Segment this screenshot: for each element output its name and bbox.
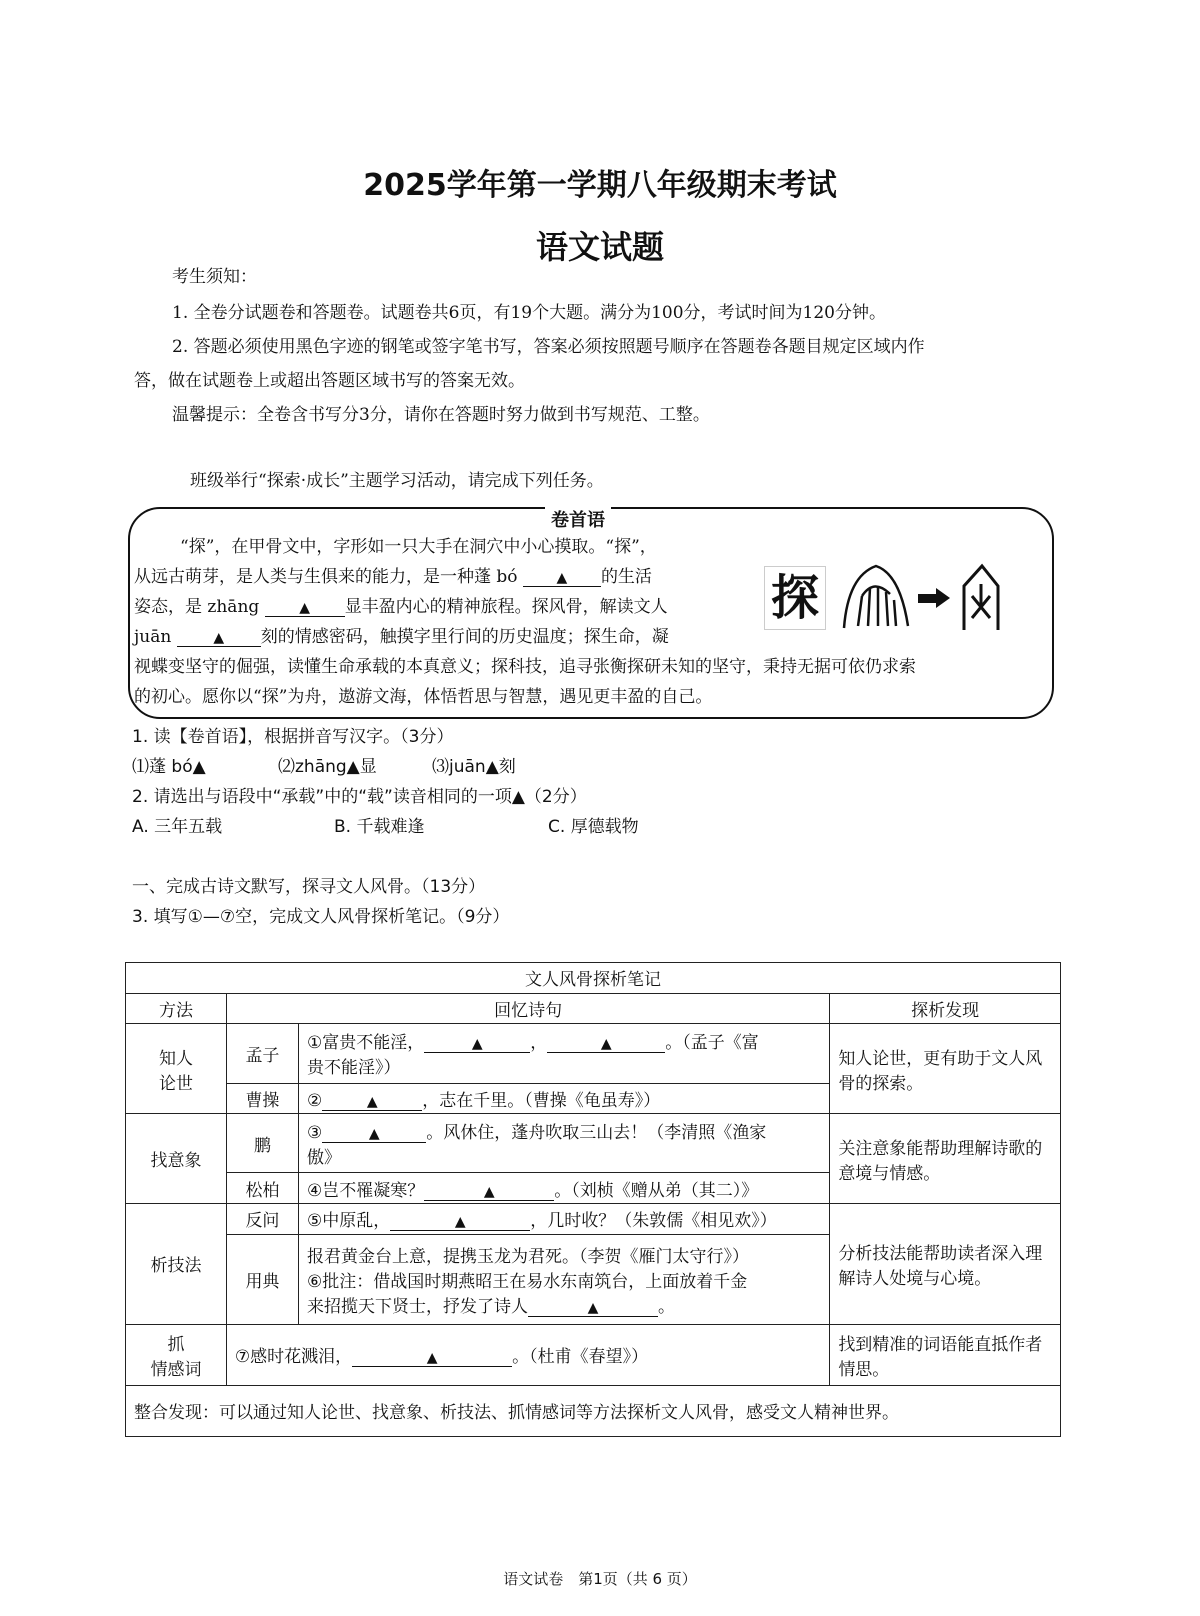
answer-blank — [322, 1092, 422, 1111]
recall-6-text-d: 。 — [657, 1296, 675, 1317]
q2-option-b: B. 千载难逢 — [334, 817, 425, 837]
preface-title: 卷首语 — [545, 506, 611, 532]
answer-blank — [390, 1212, 530, 1231]
header-recall: 回忆诗句 — [226, 993, 829, 1024]
question-3: 3. 填写①—⑦空，完成文人风骨探析笔记。（9分） — [132, 907, 510, 927]
preface-line-4b: 刻的情感密码，触摸字里行间的历史温度；探生命，凝 — [260, 627, 669, 647]
answer-blank — [547, 1034, 665, 1053]
triangle-icon: ▲ — [587, 1299, 599, 1316]
recall-2 — [298, 1083, 829, 1114]
recall-6-text-a: 报君黄金台上意，提携玉龙为君死。（李贺《雁门太守行》） — [306, 1246, 749, 1267]
sub-mencius: 孟子 — [226, 1024, 298, 1083]
triangle-icon: ▲ — [366, 1093, 378, 1110]
preface-line-2 — [134, 562, 652, 587]
preface-line-3a: 姿态，是 zhāng — [134, 597, 260, 617]
method-find-imagery: 找意象 — [126, 1114, 227, 1204]
preface-blank-2 — [265, 598, 345, 617]
oracle-glyph-icon — [964, 566, 998, 630]
answer-blank — [528, 1298, 658, 1317]
question-2: 2. 请选出与语段中“承载”中的“载”读音相同的一项▲（2分） — [132, 787, 587, 807]
activity-intro: 班级举行“探索·成长”主题学习活动，请完成下列任务。 — [190, 471, 604, 491]
page-footer: 语文试卷 第1页（共 6 页） — [503, 1570, 697, 1588]
header-method: 方法 — [126, 993, 227, 1024]
analysis-notes-table — [125, 962, 1061, 1437]
recall-7 — [226, 1324, 829, 1385]
answer-blank — [424, 1182, 554, 1201]
recall-5-text-a: ⑤中原乱， — [306, 1211, 391, 1232]
method-emotion-words — [126, 1324, 227, 1385]
triangle-icon: ▲ — [299, 600, 311, 616]
triangle-icon: ▲ — [454, 1214, 466, 1231]
notice-item-2b: 答，做在试题卷上或超出答题区域书写的答案无效。 — [134, 371, 525, 391]
recall-2-text-b: ，志在千里。（曹操《龟虽寿》） — [422, 1090, 661, 1111]
question-1 — [132, 722, 453, 747]
recall-1-text-b: ， — [530, 1033, 548, 1054]
recall-3-text-c: 傲》 — [306, 1148, 341, 1169]
finding-3: 分析技法能帮助读者深入理解诗人处境与心境。 — [830, 1204, 1061, 1325]
notice-tip: 温馨提示：全卷含书写分3分，请你在答题时努力做到书写规范、工整。 — [172, 405, 710, 425]
triangle-icon: ▲ — [426, 1350, 438, 1367]
sub-allusion: 用典 — [226, 1234, 298, 1324]
recall-3-text-b: 。风休住，蓬舟吹取三山去！（李清照《渔家 — [426, 1123, 767, 1144]
preface-blank-3 — [177, 628, 261, 647]
sub-roc: 鹏 — [226, 1114, 298, 1173]
recall-5 — [298, 1204, 829, 1235]
recall-6-text-c: 来招揽天下贤士，抒发了诗人 — [306, 1296, 528, 1317]
method-emotion-words-label-a: 抓 — [167, 1334, 185, 1355]
q2-option-c: C. 厚德载物 — [548, 817, 639, 837]
q1-option-2: ⑵zhāng▲显 — [278, 757, 377, 777]
recall-6 — [298, 1234, 829, 1324]
preface-line-1: “探”，在甲骨文中，字形如一只大手在洞穴中小心摸取。“探”， — [180, 537, 657, 557]
finding-4: 找到精准的词语能直抵作者情思。 — [830, 1324, 1061, 1385]
method-know-people-label: 知人 论世 — [158, 1048, 193, 1094]
answer-blank — [352, 1348, 512, 1367]
q1-option-3: ⑶juān▲刻 — [432, 757, 516, 777]
notice-heading: 考生须知： — [172, 267, 257, 287]
answer-blank — [322, 1124, 426, 1143]
recall-1-text-c: 。（孟子《富 — [665, 1033, 759, 1054]
recall-6-text-b: ⑥批注：借战国时期燕昭王在易水东南筑台，上面放着千金 — [306, 1271, 748, 1292]
recall-5-text-b: ，几时收？（朱敦儒《相见欢》） — [530, 1211, 777, 1232]
recall-1-text-a: ①富贵不能淫， — [306, 1033, 425, 1054]
notice-item-2a: 2. 答题必须使用黑色字迹的钢笔或签字笔书写，答案必须按照题号顺序在答题卷各题目规定区域内作 — [172, 337, 925, 357]
recall-1-text-d: 贵不能淫》） — [306, 1058, 401, 1079]
answer-blank — [424, 1034, 530, 1053]
preface-blank-1 — [523, 568, 601, 587]
preface-line-4 — [134, 622, 669, 647]
triangle-icon: ▲ — [471, 1036, 483, 1053]
preface-line-3b: 显丰盈内心的精神旅程。探风骨，解读文人 — [344, 597, 668, 617]
preface-line-3 — [134, 592, 668, 617]
sub-cao-cao: 曹操 — [226, 1083, 298, 1114]
recall-2-text-a: ② — [306, 1090, 323, 1111]
notice-item-1: 1. 全卷分试题卷和答题卷。试题卷共6页，有19个大题。满分为100分，考试时间为120分钟。 — [172, 303, 886, 323]
recall-4-text-b: 。（刘桢《赠从弟（其二）》 — [554, 1180, 759, 1201]
q1-option-1: ⑴蓬 bó▲ — [132, 757, 206, 777]
recall-3-text-a: ③ — [306, 1123, 323, 1144]
summary-row: 整合发现：可以通过知人论世、找意象、析技法、抓情感词等方法探析文人风骨，感受文人精神世界。 — [126, 1385, 1061, 1436]
table-title: 文人风骨探析笔记 — [126, 963, 1061, 994]
recall-3 — [298, 1114, 829, 1173]
recall-7-text-a: ⑦感时花溅泪， — [234, 1347, 353, 1368]
exam-title: 2025学年第一学期八年级期末考试 — [363, 168, 837, 203]
recall-1 — [298, 1024, 829, 1083]
method-know-people — [126, 1024, 227, 1114]
triangle-icon: ▲ — [483, 1183, 495, 1200]
method-emotion-words-label-b: 情感词 — [150, 1359, 202, 1380]
exam-subtitle: 语文试题 — [535, 228, 664, 266]
section-1-heading: 一、完成古诗文默写，探寻文人风骨。（13分） — [132, 877, 486, 897]
preface-line-2a: 从远古萌芽，是人类与生俱来的能力，是一种蓬 bó — [134, 567, 518, 587]
preface-line-4a: juān — [134, 627, 172, 647]
triangle-icon: ▲ — [600, 1036, 612, 1053]
sub-pine-cypress: 松柏 — [226, 1173, 298, 1204]
finding-1: 知人论世，更有助于文人风骨的探索。 — [830, 1024, 1061, 1114]
header-findings: 探析发现 — [830, 993, 1061, 1024]
sub-rhetorical-question: 反问 — [226, 1204, 298, 1235]
recall-7-text-b: 。（杜甫《春望》） — [512, 1347, 649, 1368]
finding-2: 关注意象能帮助理解诗歌的意境与情感。 — [830, 1114, 1061, 1204]
tan-character: 探 — [764, 566, 826, 630]
question-1-text: 1. 读【卷首语】，根据拼音写汉字。（3分） — [132, 727, 454, 747]
method-analyze-technique: 析技法 — [126, 1204, 227, 1325]
recall-4 — [298, 1173, 829, 1204]
triangle-icon: ▲ — [556, 570, 568, 586]
q2-option-a: A. 三年五载 — [132, 817, 223, 837]
recall-4-text-a: ④岂不罹凝寒？ — [306, 1180, 425, 1201]
triangle-icon: ▲ — [368, 1126, 380, 1143]
preface-line-6: 的初心。愿你以“探”为舟，遨游文海，体悟哲思与智慧，遇见更丰盈的自己。 — [134, 687, 713, 707]
oracle-bone-evolution-icon — [838, 556, 1018, 636]
triangle-icon: ▲ — [213, 630, 225, 646]
preface-line-5: 视蝶变坚守的倔强，读懂生命承载的本真意义；探科技，追寻张衡探研未知的坚守，秉持无据可依仍求索 — [134, 657, 916, 677]
arrow-icon — [918, 588, 950, 608]
preface-line-2b: 的生活 — [600, 567, 652, 587]
hand-in-cave-icon — [844, 566, 908, 628]
